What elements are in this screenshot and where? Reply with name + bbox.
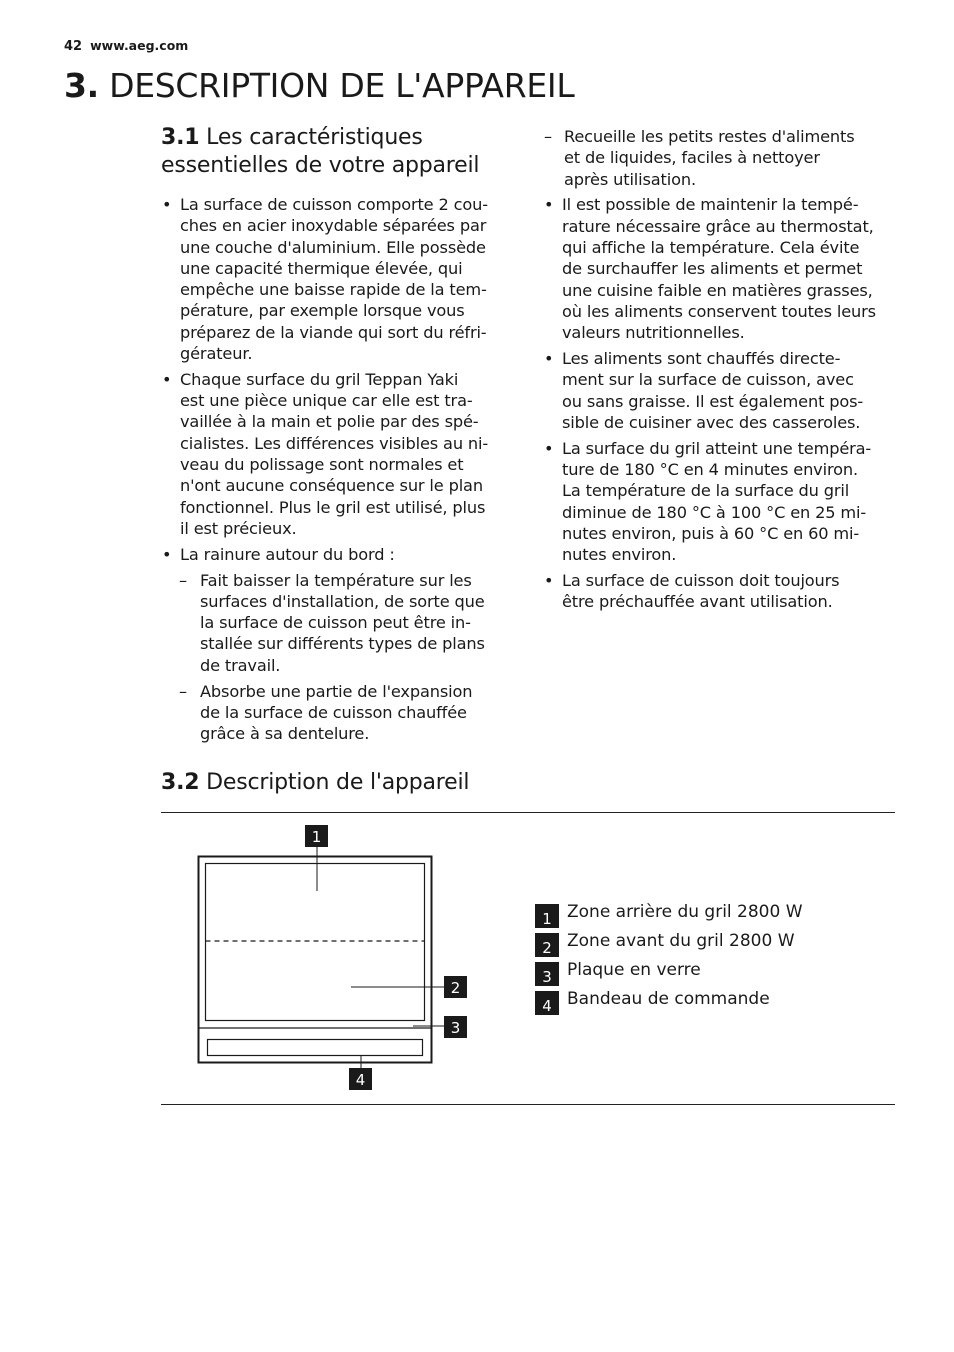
diagram-legend [535,902,803,1018]
text-line: pérature, par exemple lorsque vous [180,301,465,321]
text-line: n'ont aucune conséquence sur le plan [180,476,483,496]
bullet-marker: • [544,195,554,215]
text-line: empêche une baisse rapide de la tem- [180,280,487,300]
text-line: surfaces d'installation, de sorte que [200,591,485,611]
legend-item [535,902,803,931]
text-line: ou sans graisse. Il est également pos- [562,391,864,411]
legend-item [535,989,803,1018]
legend-text: Zone avant du gril 2800 W [567,931,795,951]
text-line: diminue de 180 °C à 100 °C en 25 mi- [562,502,867,522]
text-line: stallée sur différents types de plans [200,634,485,654]
text-line: de surchauffer les aliments et permet [562,259,863,279]
callout-label-1: 1 [311,828,322,846]
text-line: ches en acier inoxydable séparées par [180,216,487,236]
section-3-2-title: Description de l'appareil [206,770,470,795]
text-line: une capacité thermique élevée, qui [180,258,463,278]
dash-marker: – [544,127,552,146]
legend-number: 2 [535,933,559,957]
website-url: www.aeg.com [90,38,189,53]
dash-marker: – [179,570,187,590]
bullet-marker: • [162,369,172,389]
bullet-marker: • [162,195,172,214]
text-line: Il est possible de maintenir la tempé- [562,195,859,215]
legend-item [535,931,803,960]
text-line: qui affiche la température. Cela évite [562,237,860,257]
text-line: vaillée à la main et polie par des spé- [180,412,479,432]
text-line: nutes environ. [562,545,677,565]
chapter-title-text: DESCRIPTION DE L'APPAREIL [109,66,575,105]
chapter-number: 3. [64,66,99,105]
bullet-marker: • [162,544,172,564]
text-line: où les aliments conservent toutes leurs [562,301,876,321]
text-line: Les aliments sont chauffés directe- [562,348,841,368]
text-line: la surface de cuisson peut être in- [200,613,471,633]
text-line: La rainure autour du bord : [180,544,395,564]
callout-label-4: 4 [355,1071,366,1089]
text-line: grâce à sa dentelure. [200,724,370,744]
text-line: rature nécessaire grâce au thermostat, [562,216,874,236]
bullet-marker: • [544,438,554,458]
text-line: sible de cuisiner avec des casseroles. [562,412,861,432]
dash-marker: – [179,681,187,701]
legend-text: Zone arrière du gril 2800 W [567,902,803,922]
callout-label-3: 3 [450,1019,461,1037]
legend-text: Bandeau de commande [567,989,770,1009]
legend-number: 1 [535,904,559,928]
text-line: ment sur la surface de cuisson, avec [562,370,854,390]
legend-text: Plaque en verre [567,960,701,980]
text-line: après utilisation. [564,169,696,189]
text-line: valeurs nutritionnelles. [562,323,745,343]
bullet-marker: • [544,348,554,368]
appliance-outer-frame [199,857,432,1063]
text-line: Fait baisser la température sur les [200,570,472,590]
legend-item [535,960,803,989]
text-line: veau du polissage sont normales et [180,455,464,475]
text-line: et de liquides, faciles à nettoyer [564,148,820,168]
text-line: nutes environ, puis à 60 °C en 60 mi- [562,523,860,543]
text-line: être préchauffée avant utilisation. [562,592,833,612]
text-line: préparez de la viande qui sort du réfri- [180,322,487,342]
legend-number: 4 [535,991,559,1015]
section-3-1-number: 3.1 [161,125,200,150]
callout-label-2: 2 [450,979,461,997]
text-line: Chaque surface du gril Teppan Yaki [180,369,459,389]
text-line: gérateur. [180,344,253,364]
text-line: La température de la surface du gril [562,481,850,501]
text-line: La surface de cuisson doit toujours [562,570,840,590]
section-3-1-title-line2: essentielles de votre appareil [161,153,480,178]
text-line: de la surface de cuisson chauffée [200,702,467,722]
text-line: La surface de cuisson comporte 2 cou- [180,195,488,214]
text-line: est une pièce unique car elle est tra- [180,391,473,411]
text-line: de travail. [200,655,281,675]
text-line: cialistes. Les différences visibles au ni- [180,433,489,453]
text-line: il est précieux. [180,518,297,538]
text-line: fonctionnel. Plus le gril est utilisé, plus [180,497,486,517]
text-line: La surface du gril atteint une tempéra- [562,438,872,458]
text-line: une couche d'aluminium. Elle possède [180,237,486,257]
text-line: une cuisine faible en matières grasses, [562,280,873,300]
text-line: Absorbe une partie de l'expansion [200,681,473,701]
section-3-2-number: 3.2 [161,770,200,795]
section-3-1-title-line1: Les caractéristiques [206,125,423,150]
control-panel [208,1040,423,1056]
legend-number: 3 [535,962,559,986]
bullet-marker: • [544,570,554,590]
page-number: 42 [64,39,83,54]
grill-surface [206,864,425,1021]
text-line: Recueille les petits restes d'aliments [564,127,855,146]
text-line: ture de 180 °C en 4 minutes environ. [562,459,858,479]
